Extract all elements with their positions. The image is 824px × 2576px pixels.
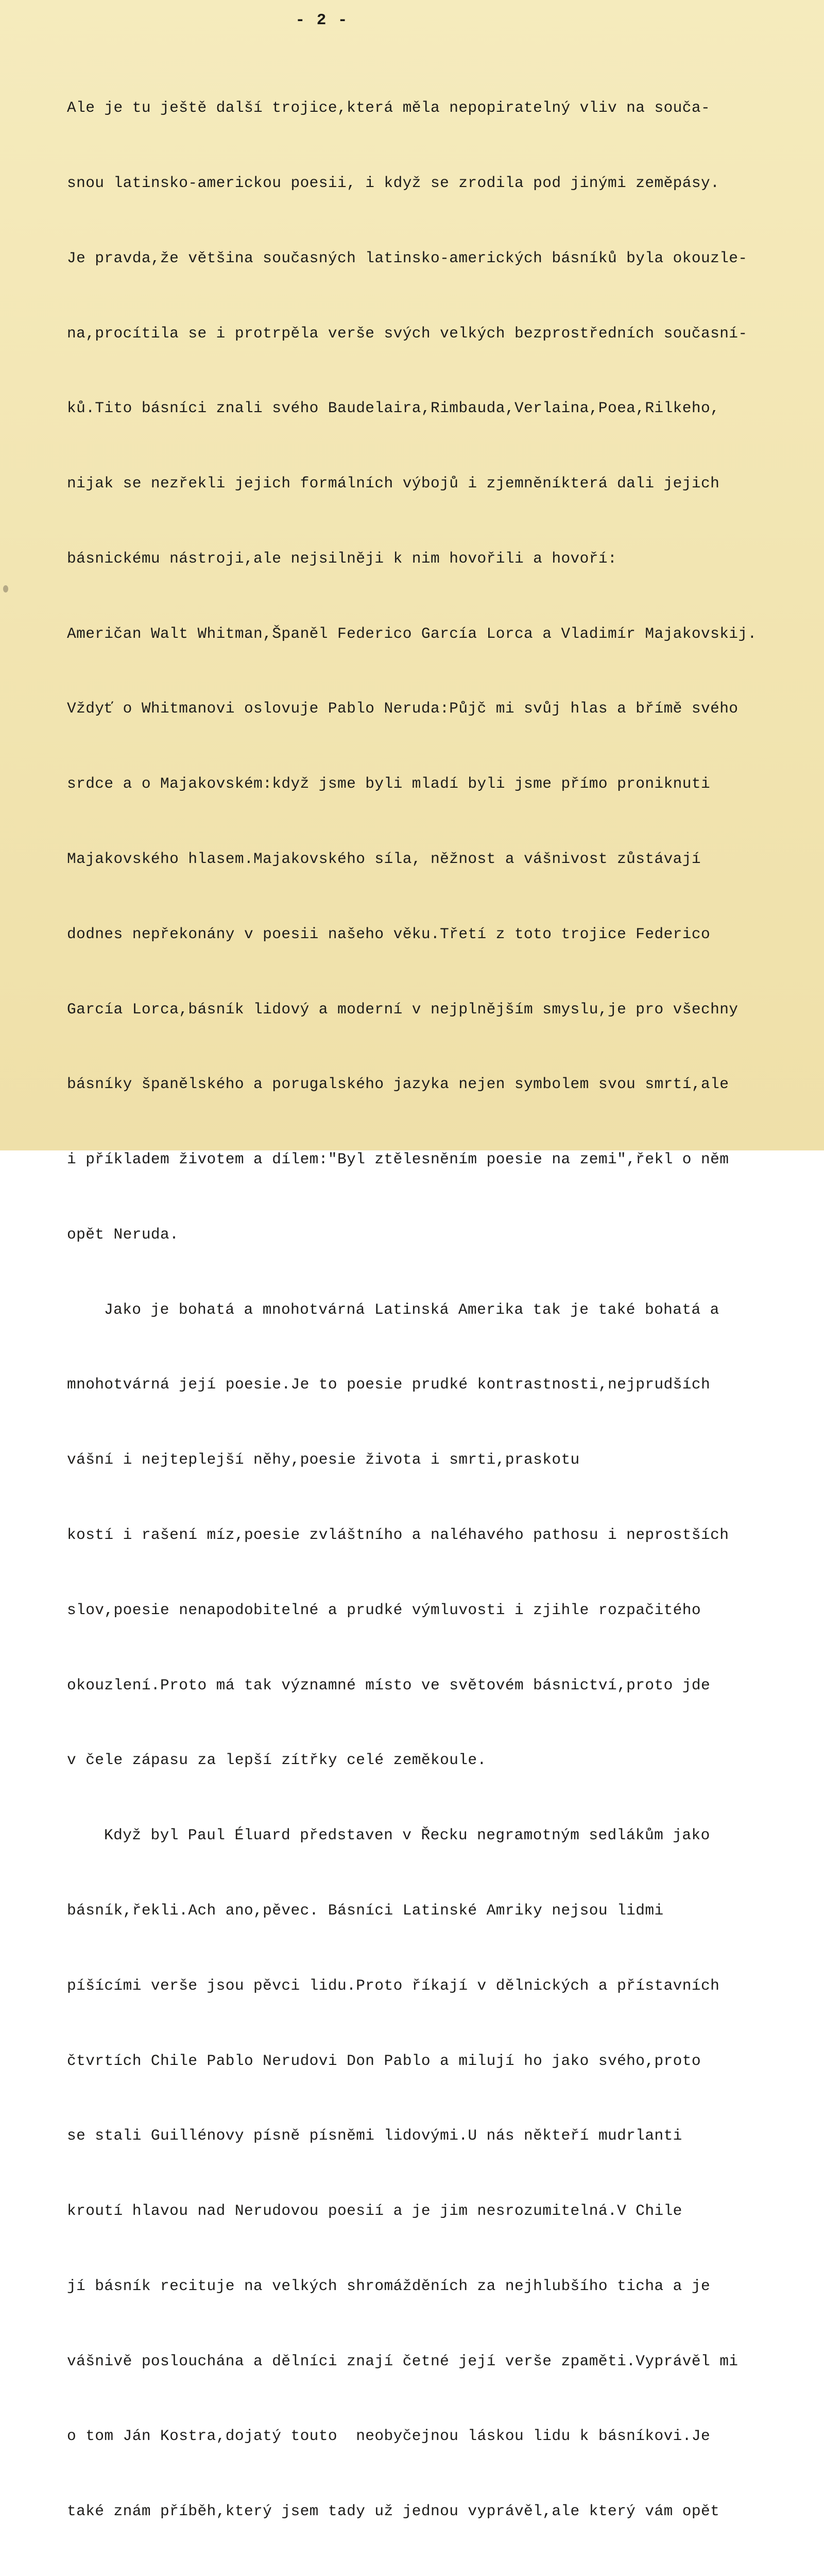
- text-line: vášní i nejteplejší něhy,poesie života i smrti,praskotu: [67, 1451, 580, 1469]
- text-line: Majakovského hlasem.Majakovského síla, něžnost a vášnivost zůstávají: [67, 850, 701, 868]
- text-line: snou latinsko-americkou poesii, i když se zrodila pod jinými zeměpásy.: [67, 174, 720, 192]
- text-line: Vždyť o Whitmanovi oslovuje Pablo Neruda:Půjč mi svůj hlas a břímě svého: [67, 700, 739, 718]
- text-line: čtvrtích Chile Pablo Nerudovi Don Pablo a milují ho jako svého,proto: [67, 2052, 701, 2070]
- text-line: ků.Tito básníci znali svého Baudelaira,Rimbauda,Verlaina,Poea,Rilkeho,: [67, 399, 720, 417]
- text-line: básník,řekli.Ach ano,pěvec. Básníci Latinské Amriky nejsou lidmi: [67, 1901, 664, 1919]
- text-line: píšícími verše jsou pěvci lidu.Proto říkají v dělnických a přístavních: [67, 1976, 720, 1994]
- text-line: básnickému nástroji,ale nejsilněji k nim hovořili a hovoří:: [67, 549, 617, 567]
- text-line: o tom Ján Kostra,dojatý touto neobyčejnou láskou lidu k básníkovi.Je: [67, 2427, 711, 2445]
- text-line: básníky španělského a porugalského jazyka nejen symbolem svou smrtí,ale: [67, 1075, 729, 1093]
- text-line: se stali Guillénovy písně písněmi lidovými.U nás někteří mudrlanti: [67, 2127, 682, 2145]
- text-line: [67, 2574, 809, 2576]
- paragraph-start-line: Když byl Paul Éluard představen v Řecku negramotným sedlákům jako: [104, 1826, 710, 1844]
- text-line: také znám příběh,který jsem tady už jednou vyprávěl,ale který vám opět: [67, 2502, 720, 2520]
- text-line: slov,poesie nenapodobitelné a prudké výmluvosti i zjihle rozpačitého: [67, 1601, 701, 1619]
- typewritten-text: [67, 45, 809, 2576]
- text-line: srdce a o Majakovském:když jsme byli mladí byli jsme přímo proniknuti: [67, 775, 711, 793]
- text-line: kroutí hlavou nad Nerudovou poesií a je jim nesrozumitelná.V Chile: [67, 2202, 682, 2220]
- text-line: dodnes nepřekonány v poesii našeho věku.Třetí z toto trojice Federico: [67, 925, 711, 943]
- text-line: opět Neruda.: [67, 1225, 179, 1243]
- text-line: García Lorca,básník lidový a moderní v nejplnějším smyslu,je pro všechny: [67, 1000, 739, 1018]
- page-number: - 2 -: [295, 11, 349, 29]
- text-line: nijak se nezřekli jejich formálních výbojů i zjemněníkterá dali jejich: [67, 474, 720, 493]
- text-line: okouzlení.Proto má tak významné místo ve světovém básnictví,proto jde: [67, 1676, 711, 1694]
- paper-speck: [3, 585, 8, 592]
- text-line: Je pravda,že většina současných latinsko-amerických básníků byla okouzle-: [67, 249, 748, 267]
- text-line: kostí i rašení míz,poesie zvláštního a naléhavého pathosu i neprostších: [67, 1526, 729, 1544]
- paragraph-start-line: Jako je bohatá a mnohotvárná Latinská Amerika tak je také bohatá a: [104, 1300, 719, 1318]
- text-line: jí básník recituje na velkých shromážděních za nejhlubšího ticha a je: [67, 2277, 711, 2295]
- text-line: i příkladem životem a dílem:"Byl ztělesněním poesie na zemi",řekl o něm: [67, 1150, 729, 1168]
- text-line: vášnivě poslouchána a dělníci znají četné její verše zpaměti.Vyprávěl mi: [67, 2352, 739, 2370]
- text-line: mnohotvárná její poesie.Je to poesie prudké kontrastnosti,nejprudších: [67, 1376, 711, 1394]
- text-line: v čele zápasu za lepší zítřky celé zeměkoule.: [67, 1751, 487, 1769]
- text-line: Ale je tu ještě další trojice,která měla nepopiratelný vliv na souča-: [67, 99, 711, 117]
- text-line: Američan Walt Whitman,Španěl Federico García Lorca a Vladimír Majakovskij.: [67, 624, 757, 642]
- text-line: na,procítila se i protrpěla verše svých velkých bezprostředních současní-: [67, 324, 748, 342]
